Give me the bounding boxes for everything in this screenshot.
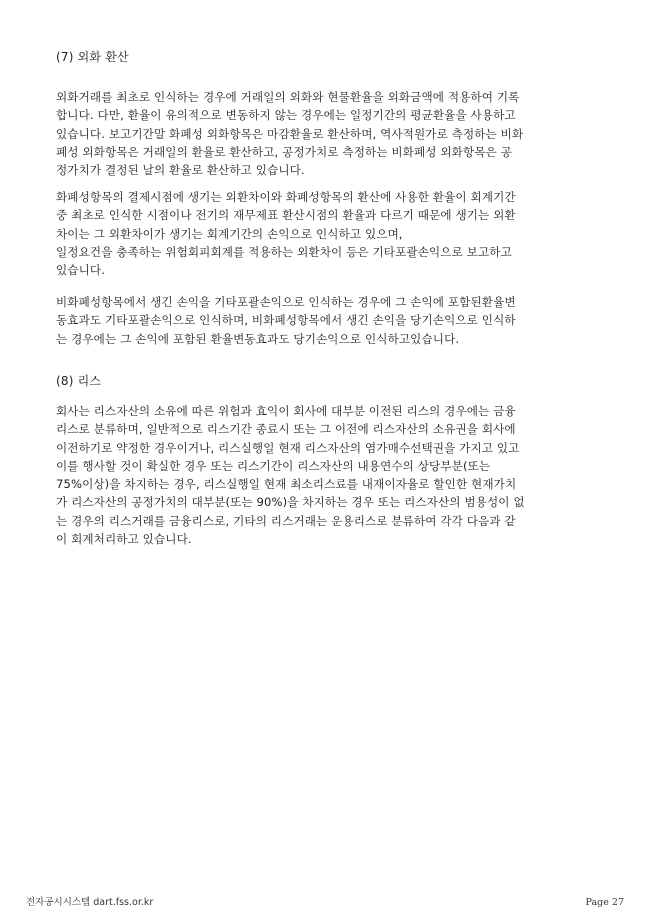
text-line: 차이는 그 외환차이가 생기는 회계기간의 손익으로 인식하고 있으며,: [56, 226, 403, 241]
text-line: 이 회계처리하고 있습니다.: [56, 532, 192, 547]
paragraph-fx-2: [56, 188, 604, 279]
text-line: 회사는 리스자산의 소유에 따른 위험과 효익이 회사에 대부분 이전된 리스의 경우에는 금융: [56, 404, 516, 418]
text-line: 외화거래를 최초로 인식하는 경우에 거래일의 외화와 현물환율을 외화금액에 적용하여 기록: [56, 90, 520, 104]
text-line: 이전하기로 약정한 경우이거나, 리스실행일 현재 리스자산의 염가매수선택권을 가지고 있고: [56, 440, 520, 455]
text-line: 합니다. 다만, 환율이 유의적으로 변동하지 않는 경우에는 일정기간의 평균환율을 사용하고: [56, 108, 516, 123]
section-heading-fx: (7) 외화 환산: [56, 50, 129, 64]
text-line: 화폐성항목의 결제시점에 생기는 외환차이와 화폐성항목의 환산에 사용한 환율이 회계기간: [56, 190, 516, 204]
paragraph-lease-1: [56, 402, 604, 548]
text-line: 일정요건을 충족하는 위험회피회계를 적용하는 외환차이 등은 기타포괄손익으로 보고하고: [56, 244, 512, 259]
paragraph-fx-3: [56, 293, 604, 348]
page-number: Page 27: [585, 897, 624, 908]
text-line: 폐성 외화항목은 거래일의 환율로 환산하고, 공정가치로 측정하는 비화폐성 외화항목은 공: [56, 144, 512, 159]
text-line: 이를 행사할 것이 확실한 경우 또는 리스기간이 리스자산의 내용연수의 상당부분(또는: [56, 458, 491, 473]
text-line: 있습니다.: [56, 263, 105, 278]
text-line: 비화폐성항목에서 생긴 손익을 기타포괄손익으로 인식하는 경우에 그 손익에 포함된환율변: [56, 295, 516, 309]
footer-source: 전자공시시스템 dart.fss.or.kr: [26, 897, 154, 908]
text-line: 중 최초로 인식한 시점이나 전기의 재무제표 환산시점의 환율과 다르기 때문에 생기는 외환: [56, 208, 516, 223]
section-heading-lease: (8) 리스: [56, 374, 102, 388]
text-line: 가 리스자산의 공정가치의 대부분(또는 90%)을 차지하는 경우 또는 리스자산의 범용성이 없: [56, 495, 525, 510]
paragraph-fx-1: [56, 88, 604, 179]
text-line: 는 경우의 리스거래를 금융리스로, 기타의 리스거래는 운용리스로 분류하여 각각 다음과 같: [56, 513, 516, 528]
text-line: 는 경우에는 그 손익에 포함된 환율변동효과도 당기손익으로 인식하고있습니다.: [56, 331, 460, 346]
text-line: 75%이상)을 차지하는 경우, 리스실행일 현재 최소리스료를 내재이자율로 할인한 현재가치: [56, 477, 517, 492]
text-line: 정가치가 결정된 날의 환율로 환산하고 있습니다.: [56, 163, 305, 178]
text-line: 리스로 분류하며, 일반적으로 리스기간 종료시 또는 그 이전에 리스자산의 소유권을 회사에: [56, 422, 516, 437]
text-line: 있습니다. 보고기간말 화폐성 외화항목은 마감환율로 환산하며, 역사적원가로 측정하는 비화: [56, 126, 524, 141]
text-line: 동효과도 기타포괄손익으로 인식하며, 비화폐성항목에서 생긴 손익을 당기손익으로 인식하: [56, 313, 516, 328]
